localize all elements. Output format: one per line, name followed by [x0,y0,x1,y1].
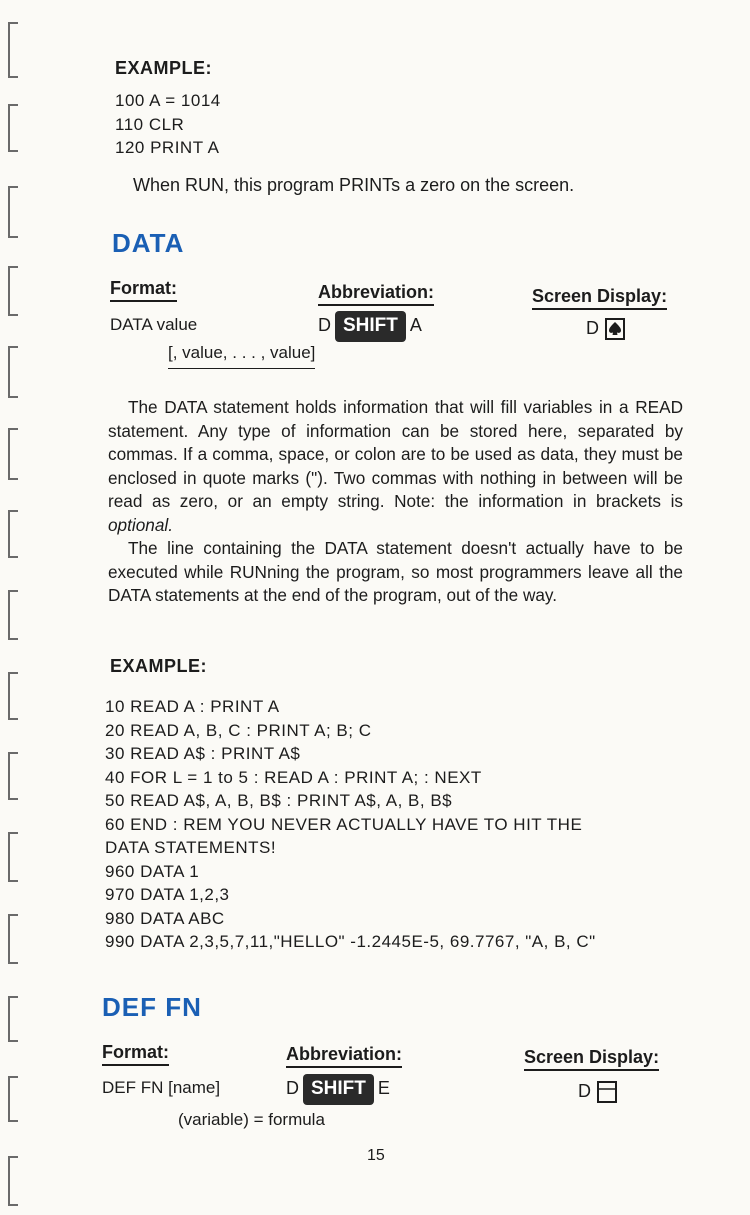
abbreviation-label: Abbreviation: [286,1044,402,1068]
code-line: 980 DATA ABC [105,908,225,928]
margin-mark [8,1156,18,1206]
screen-display [578,1080,617,1104]
code-line: 120 PRINT A [115,138,220,157]
code-line: 960 DATA 1 [105,861,200,881]
margin-mark [8,914,18,964]
code-block [115,89,221,160]
margin-mark [8,186,18,238]
margin-mark [8,1076,18,1122]
screen-display [586,317,625,341]
code-line: DATA STATEMENTS! [105,838,277,857]
example-label: EXAMPLE: [115,58,213,78]
margin-mark [8,510,18,558]
format-syntax: DEF FN [name] [102,1078,221,1097]
code-block [105,695,596,954]
abbreviation-prefix: D [286,1078,299,1098]
screen-display-label: Screen Display: [532,286,667,310]
margin-mark [8,752,18,800]
code-line: 990 DATA 2,3,5,7,11,"HELLO" -1.2445E-5, 69.7767, "A, B, C" [105,932,596,951]
code-line: 40 FOR L = 1 to 5 : READ A : PRINT A; : NEXT [105,767,482,787]
screen-display-label: Screen Display: [524,1047,659,1071]
optional-emphasis: optional. [108,514,173,535]
abbreviation-keys [286,1074,390,1105]
margin-mark [8,346,18,398]
abbreviation-keys [318,311,422,342]
margin-mark [8,22,18,78]
section-heading-def-fn: DEF FN [102,992,202,1022]
margin-mark [8,104,18,152]
code-line: 10 READ A : PRINT A [105,697,280,716]
shift-key: SHIFT [303,1074,374,1105]
margin-mark [8,996,18,1042]
abbreviation-suffix: E [377,1078,390,1098]
description-text: The DATA statement holds information that will fill variables in a READ statement. Any type of information can be stored here, separated by commas. If a comma, space, or colon are to be used as data, they must be enclosed in quote marks ("). Two commas with nothing in between will be read as zero, or an empty string. Note: the information in brackets is [108,397,683,511]
code-line: 30 READ A$ : PRINT A$ [105,744,301,763]
screen-display-prefix: D [586,318,599,338]
code-line: 20 READ A, B, C : PRINT A; B; C [105,720,372,740]
shift-key: SHIFT [335,311,406,342]
margin-mark [8,672,18,720]
code-line: 50 READ A$, A, B, B$ : PRINT A$, A, B, B$ [105,791,453,810]
format-label: Format: [102,1042,169,1066]
format-syntax-continued: (variable) = formula [178,1110,325,1129]
code-line: 970 DATA 1,2,3 [105,885,230,904]
description-paragraph [108,396,683,537]
description-paragraph: The line containing the DATA statement doesn't actually have to be executed while RUNning the program, so most programmers leave all the DATA statements at the end of the program, out of the way. [108,538,683,605]
format-syntax-optional: [, value, . . . , value] [168,341,315,369]
section-heading-data: DATA [112,228,185,258]
margin-mark [8,832,18,882]
abbreviation-label: Abbreviation: [318,282,434,306]
format-syntax: DATA value [110,315,198,334]
margin-mark [8,590,18,640]
code-line: 60 END : REM YOU NEVER ACTUALLY HAVE TO HIT THE [105,814,583,834]
format-label: Format: [110,278,177,302]
abbreviation-prefix: D [318,315,331,335]
margin-mark [8,266,18,316]
spade-icon [605,318,625,340]
data-description [108,396,683,608]
abbreviation-suffix: A [409,315,422,335]
box-icon [597,1081,617,1103]
page-number: 15 [367,1147,385,1164]
screen-display-prefix: D [578,1081,591,1101]
example-label: EXAMPLE: [110,656,208,676]
code-line: 100 A = 1014 [115,91,221,110]
margin-mark [8,428,18,480]
code-line: 110 CLR [115,114,185,134]
example-note: When RUN, this program PRINTs a zero on the screen. [133,175,575,195]
